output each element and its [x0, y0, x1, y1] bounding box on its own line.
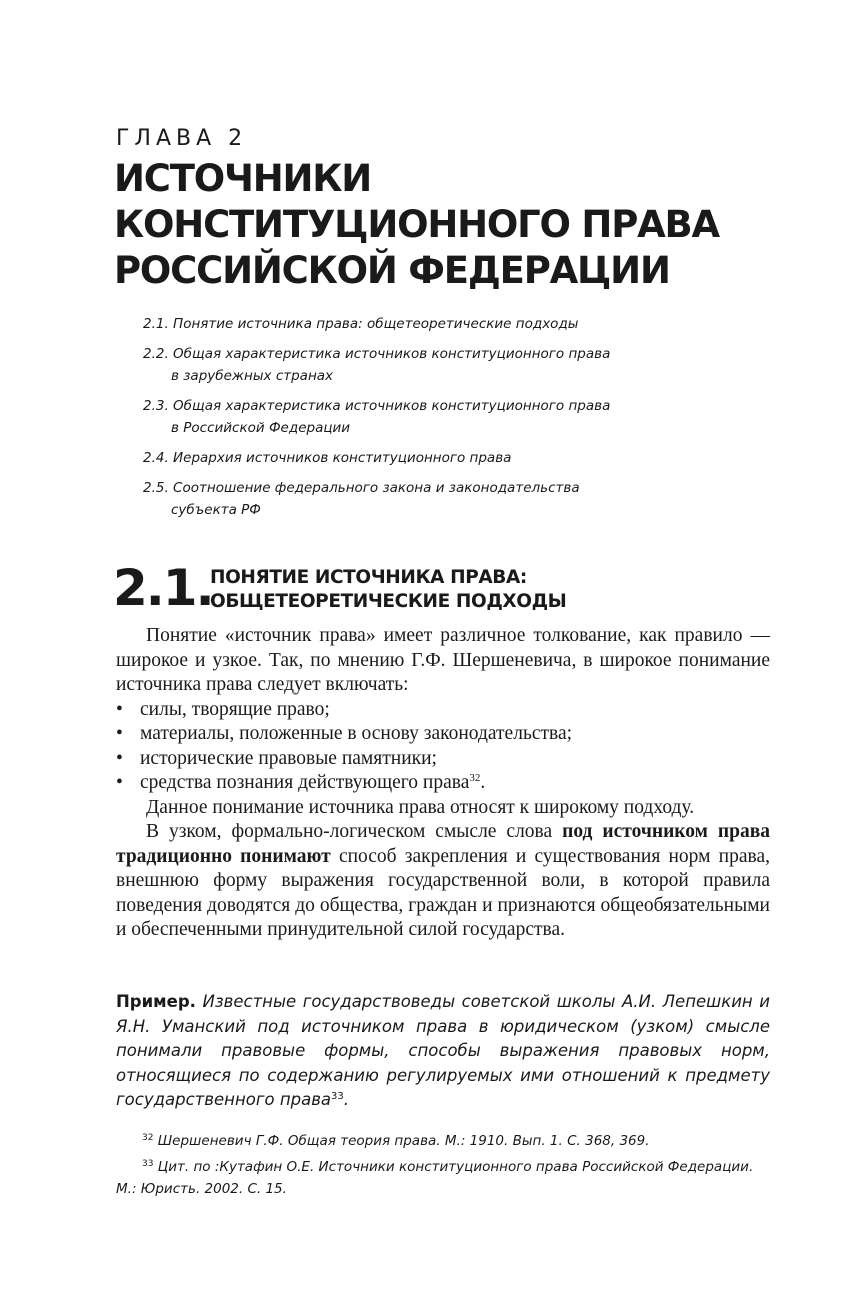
- example-text: Известные государствоведы советской школы А.И. Лепешкин и Я.Н. Уманский под источником права в юридическом (узком) смысле понимали правовые формы, способы выражения правовых норм, относящиеся по содержанию регулируемых ими отношений к предмету государственного права: [116, 992, 770, 1109]
- bullet-item: • исторические правовые памятники;: [116, 747, 770, 772]
- chapter-title-line: ИСТОЧНИКИ: [114, 157, 372, 200]
- toc-item: [143, 477, 703, 521]
- emphasis-text: под источником права традиционно понимают: [116, 821, 771, 867]
- chapter-title-line: КОНСТИТУЦИОННОГО ПРАВА: [114, 203, 719, 246]
- bullet-item: • силы, творящие право;: [116, 698, 770, 723]
- section-title-line: ПОНЯТИЕ ИСТОЧНИКА ПРАВА:: [210, 567, 527, 588]
- toc-item-text: 2.5. Соотношение федерального закона и законодательства: [143, 480, 580, 496]
- bullet-item: • материалы, положенные в основу законодательства;: [116, 722, 770, 747]
- chapter-contents: [143, 313, 703, 529]
- paragraph: [116, 820, 770, 943]
- toc-item-text-cont: субъекта РФ: [171, 502, 261, 518]
- bullet-list: [116, 698, 770, 796]
- footnote-number: 32: [142, 1133, 154, 1143]
- footnote: [116, 1156, 770, 1200]
- example-label: Пример.: [116, 992, 196, 1011]
- paragraph-text: В узком, формально-логическом смысле слова: [146, 821, 563, 842]
- toc-item-text: 2.1. Понятие источника права: общетеоретические подходы: [143, 316, 579, 332]
- toc-item: [143, 395, 703, 439]
- paragraph: Понятие «источник права» имеет различное толкование, как правило — широкое и узкое. Так, по мнению Г.Ф. Шершеневича, в широкое понимание источника права следует включать:: [116, 625, 770, 695]
- bullet-item-text: средства познания действующего права: [140, 772, 470, 793]
- chapter-label: ГЛАВА 2: [116, 126, 248, 151]
- section-number: 2.1.: [113, 559, 213, 617]
- bullet-item: • средства познания действующего права$^{32}$.: [116, 771, 770, 796]
- footnote-ref[interactable]: 33: [331, 1091, 344, 1102]
- section-title-line: ОБЩЕТЕОРЕТИЧЕСКИЕ ПОДХОДЫ: [210, 591, 567, 612]
- example-block: [116, 990, 770, 1113]
- toc-item-text: 2.2. Общая характеристика источников конституционного права: [143, 346, 611, 362]
- chapter-title: [114, 156, 814, 294]
- footnote-number: 33: [142, 1159, 154, 1169]
- toc-item: [143, 313, 703, 335]
- paragraph: Данное понимание источника права относят к широкому подходу.: [146, 796, 695, 818]
- toc-item-text-cont: в Российской Федерации: [171, 420, 351, 436]
- toc-item-text: 2.3. Общая характеристика источников конституционного права: [143, 398, 611, 414]
- toc-item: [143, 343, 703, 387]
- section-body: [116, 624, 770, 943]
- toc-item-text-cont: в зарубежных странах: [171, 368, 334, 384]
- footnote: [116, 1130, 770, 1152]
- chapter-title-line: РОССИЙСКОЙ ФЕДЕРАЦИИ: [114, 249, 670, 292]
- footnote-text: Шершеневич Г.Ф. Общая теория права. М.: 1910. Вып. 1. С. 368, 369.: [153, 1133, 650, 1149]
- toc-item-text: 2.4. Иерархия источников конституционного права: [143, 450, 512, 466]
- section-title: [210, 566, 566, 614]
- example-end: .: [343, 1090, 350, 1109]
- paragraph-text: способ закрепления и существования норм права, внешнюю форму выражения государственной воли, в которой правила поведения доводятся до общества, граждан и признаются общеобязательными и обеспеченными принудительной силой государства.: [116, 845, 770, 940]
- toc-item: [143, 447, 703, 469]
- footnotes: [116, 1130, 770, 1204]
- footnote-text: Цит. по :Кутафин О.Е. Источники конституционного права Российской Федерации. М.: Юристь. 2002. С. 15.: [116, 1159, 754, 1197]
- footnote-ref[interactable]: 32: [469, 772, 481, 784]
